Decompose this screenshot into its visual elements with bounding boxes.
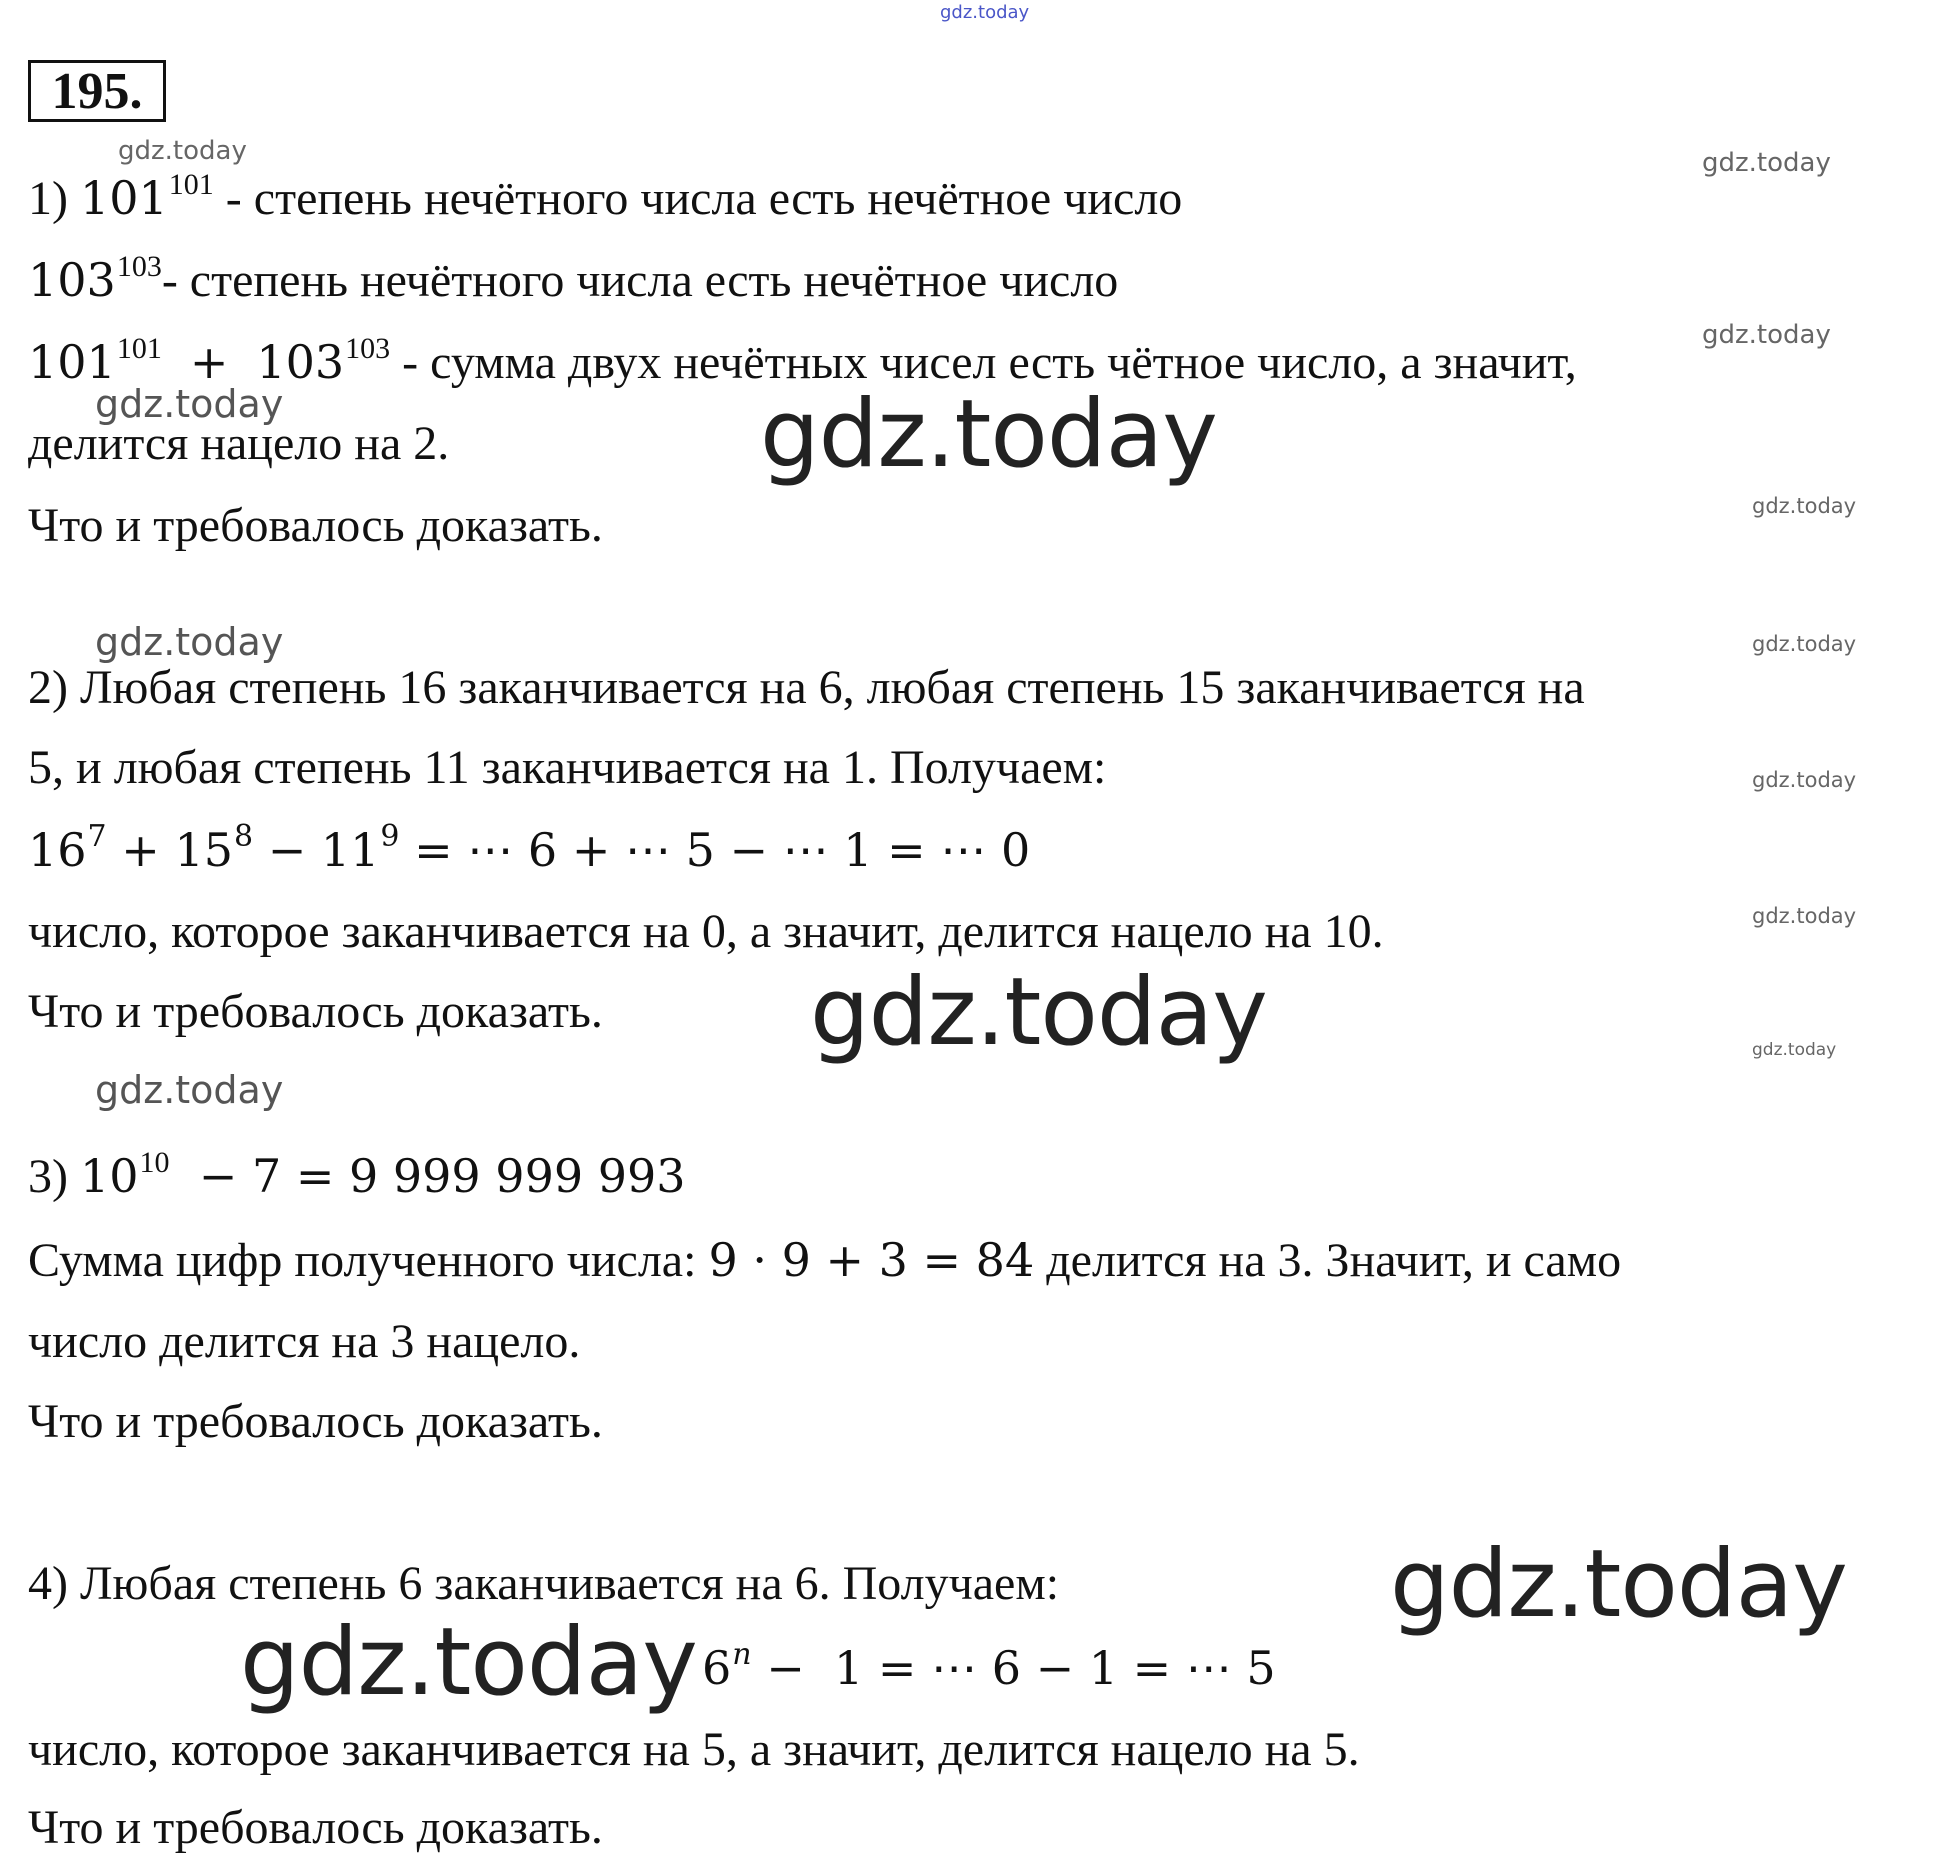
watermark: gdz.today [240, 1608, 697, 1717]
s4-line3: число, которое заканчивается на 5, а значит, делится нацело на 5. [28, 1723, 1360, 1776]
s1-line1: 1) $101^{101}$ - степень нечётного числа есть нечётное число [28, 168, 1183, 225]
watermark: gdz.today [1752, 768, 1857, 792]
watermark: gdz.today [1752, 904, 1857, 928]
s1-line4: делится нацело на 2. [28, 417, 450, 470]
watermark: gdz.today [95, 620, 284, 664]
watermark: gdz.today [1390, 1530, 1847, 1639]
s1-line2: $103^{103}-$ степень нечётного числа есть нечётное число [28, 250, 1119, 307]
s4-line1: 4) Любая степень 6 заканчивается на 6. Получаем: [28, 1557, 1060, 1610]
s3-line2: Сумма цифр полученного числа: 9 · 9 + 3 = 84 делится на 3. Значит, и само [28, 1233, 1622, 1287]
watermark: gdz.today [95, 1068, 284, 1112]
watermark: gdz.today [760, 380, 1217, 489]
s4-equation: $6^n - 1$ = ⋯ 6 − 1 = ⋯ 5 [702, 1637, 1276, 1695]
s2-line2: 5, и любая степень 11 заканчивается на 1. Получаем: [28, 741, 1107, 794]
watermark: gdz.today [1752, 494, 1857, 518]
s1-line3: $101^{101} + 103^{103}$ - сумма двух нечётных чисел есть чётное число, а значит, [28, 332, 1577, 389]
s2-conclusion: Что и требовалось доказать. [28, 985, 603, 1038]
s2-line1: 2) Любая степень 16 заканчивается на 6, любая степень 15 заканчивается на [28, 661, 1585, 714]
s4-conclusion: Что и требовалось доказать. [28, 1801, 603, 1854]
s2-line4: число, которое заканчивается на 0, а значит, делится нацело на 10. [28, 905, 1384, 958]
watermark: gdz.today [1752, 1040, 1837, 1060]
watermark: gdz.today [810, 958, 1267, 1067]
s3-equation: 3) $10^{10} - 7 = 9$ 999 999 993 [28, 1146, 686, 1203]
watermark: gdz.today [95, 382, 284, 426]
s3-conclusion: Что и требовалось доказать. [28, 1395, 603, 1448]
s2-equation: $16^7 + 15^8 - 11^9$ = ⋯ 6 + ⋯ 5 − ⋯ 1 = ⋯ 0 [28, 819, 1031, 877]
s3-line3: число делится на 3 нацело. [28, 1315, 581, 1368]
problem-number: 195. [28, 60, 166, 122]
watermark: gdz.today [118, 136, 247, 166]
watermark: gdz.today [1752, 632, 1857, 656]
watermark: gdz.today [1702, 148, 1831, 178]
watermark: gdz.today [940, 2, 1030, 23]
watermark: gdz.today [1702, 320, 1831, 350]
s1-conclusion: Что и требовалось доказать. [28, 499, 603, 552]
